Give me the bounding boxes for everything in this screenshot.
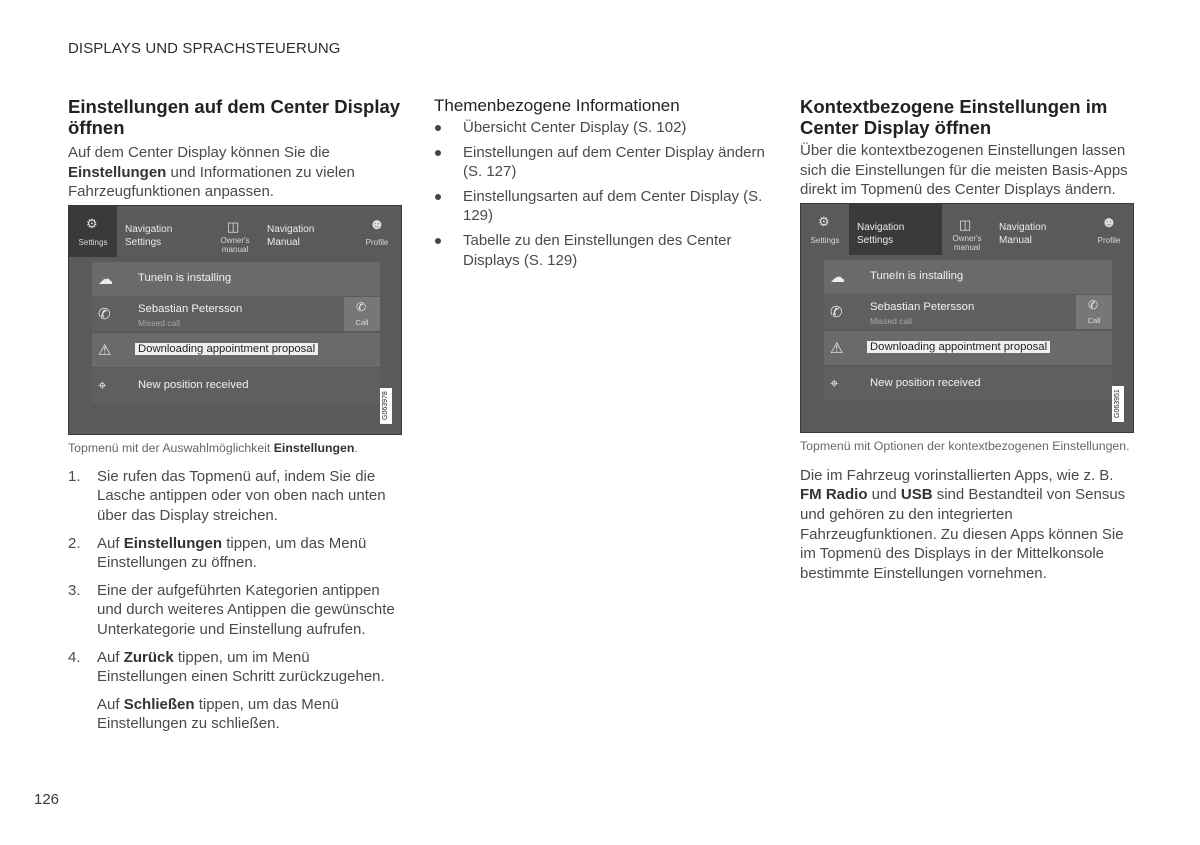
cloud-download-icon: ☁ <box>830 268 845 286</box>
related-links-list <box>434 118 774 270</box>
owners-manual-label: Owner's manual <box>952 233 982 252</box>
missed-call-icon: ✆ <box>98 305 111 323</box>
crosshair-icon: ⌖ <box>830 374 839 392</box>
bullet-icon <box>435 125 441 131</box>
figure-code: G063978 <box>380 388 392 424</box>
notification-position: ⌖ New position received <box>824 367 1112 401</box>
column-3 <box>800 96 1134 583</box>
navigation-manual-label: Navigation Manual <box>267 223 315 248</box>
phone-icon: ✆ <box>1088 297 1099 312</box>
section-title: Einstellungen auf dem Center Display öffnen <box>68 96 401 138</box>
person-icon: ☻ <box>1101 213 1117 231</box>
notification-appointment: ⚠ Downloading appointment proposal <box>824 331 1112 365</box>
bullet-icon <box>435 238 441 244</box>
section-title: Kontextbezogene Einstellungen im Center Display öffnen <box>800 96 1108 138</box>
phone-icon: ✆ <box>356 299 367 314</box>
column-1 <box>68 96 403 742</box>
step-4: 4. Auf Zurück tippen, um im Menü Einstellungen einen Schritt zurückzugehen. Auf Schließen tippen, um das Menü Einstellungen zu schließen. <box>68 648 403 734</box>
step-2: 2. Auf Einstellungen tippen, um das Menü Einstellungen zu öffnen. <box>68 534 367 572</box>
owners-manual-label: Owner's manual <box>220 235 250 254</box>
steps-list <box>68 467 403 734</box>
warning-icon: ⚠ <box>98 341 112 359</box>
gear-icon: ⚙ <box>818 213 830 229</box>
person-icon: ☻ <box>369 215 385 233</box>
notification-position: ⌖ New position received <box>92 369 380 403</box>
figure-caption-2: Topmenü mit Optionen der kontextbezogenen Einstellungen. <box>800 438 1130 453</box>
missed-call-icon: ✆ <box>830 303 843 321</box>
related-link[interactable]: Übersicht Center Display (S. 102) <box>434 118 774 138</box>
notification-tunein: ☁ TuneIn is installing <box>824 260 1112 294</box>
page-header: DISPLAYS UND SPRACHSTEUERUNG <box>68 40 341 57</box>
navigation-settings-label: Navigation Settings <box>857 221 905 246</box>
settings-tab-label: Settings <box>810 235 840 245</box>
top-menu-bar <box>69 206 401 257</box>
warning-icon: ⚠ <box>830 339 844 357</box>
gear-icon: ⚙ <box>86 215 98 231</box>
apps-paragraph: Die im Fahrzeug vorinstallierten Apps, wie z. B. FM Radio und USB sind Bestandteil von Sensus und gehören zu den integrierten Fahrzeugfunktionen. Zu diesen Apps können Sie im Topmenü des Displays in der Mittelkonsole bestimmte Einstellungen vornehmen. <box>800 466 1126 582</box>
highlight-einstellungen: Einstellungen <box>68 163 167 181</box>
call-button: ✆ Call <box>344 297 380 331</box>
step-1: 1. Sie rufen das Topmenü auf, indem Sie die Lasche antippen oder von oben nach unten über das Display streichen. <box>68 467 386 524</box>
figure-code: G063951 <box>1112 386 1124 422</box>
bullet-icon <box>435 150 441 156</box>
navigation-manual-label: Navigation Manual <box>999 221 1047 246</box>
related-link[interactable]: Einstellungen auf dem Center Display ändern (S. 127) <box>434 143 774 182</box>
page-number: 126 <box>34 791 60 808</box>
intro-paragraph: Über die kontextbezogenen Einstellungen lassen sich die Einstellungen für die meisten Basis-Apps direkt im Topmenü des Center Displays ändern. <box>800 142 1128 199</box>
notification-missed-call: ✆ Sebastian Petersson Missed call ✆ Call <box>824 295 1112 329</box>
notification-tunein: ☁ TuneIn is installing <box>92 262 380 296</box>
center-display-screenshot-1 <box>68 205 402 435</box>
crosshair-icon: ⌖ <box>98 376 107 394</box>
intro-paragraph: Auf dem Center Display können Sie die Einstellungen und Informationen zu vielen Fahrzeugfunktionen anpassen. <box>68 144 355 201</box>
bullet-icon <box>435 194 441 200</box>
figure-caption-1: Topmenü mit der Auswahlmöglichkeit Einstellungen. <box>68 440 358 455</box>
step-4-note: Auf Schließen tippen, um das Menü Einstellungen zu schließen. <box>97 695 339 733</box>
profile-label: Profile <box>365 237 389 247</box>
notification-appointment: ⚠ Downloading appointment proposal <box>92 333 380 367</box>
navigation-settings-label: Navigation Settings <box>125 223 173 248</box>
book-icon: ◫ <box>227 218 240 234</box>
step-3: 3. Eine der aufgeführten Kategorien antippen und durch weiteres Antippen die gewünschte Unterkategorie und Einstellung aufrufen. <box>68 581 395 638</box>
profile-label: Profile <box>1097 235 1121 245</box>
settings-tab-label: Settings <box>78 237 108 247</box>
center-display-screenshot-2 <box>800 203 1134 433</box>
notification-missed-call: ✆ Sebastian Petersson Missed call ✆ Call <box>92 297 380 331</box>
cloud-download-icon: ☁ <box>98 270 113 288</box>
related-info-title: Themenbezogene Informationen <box>434 96 680 115</box>
related-link[interactable]: Einstellungsarten auf dem Center Display (S. 129) <box>434 187 774 226</box>
top-menu-bar <box>801 204 1133 255</box>
column-2 <box>434 96 774 275</box>
call-button: ✆ Call <box>1076 295 1112 329</box>
related-link[interactable]: Tabelle zu den Einstellungen des Center Displays (S. 129) <box>434 231 774 270</box>
book-icon: ◫ <box>959 216 972 232</box>
